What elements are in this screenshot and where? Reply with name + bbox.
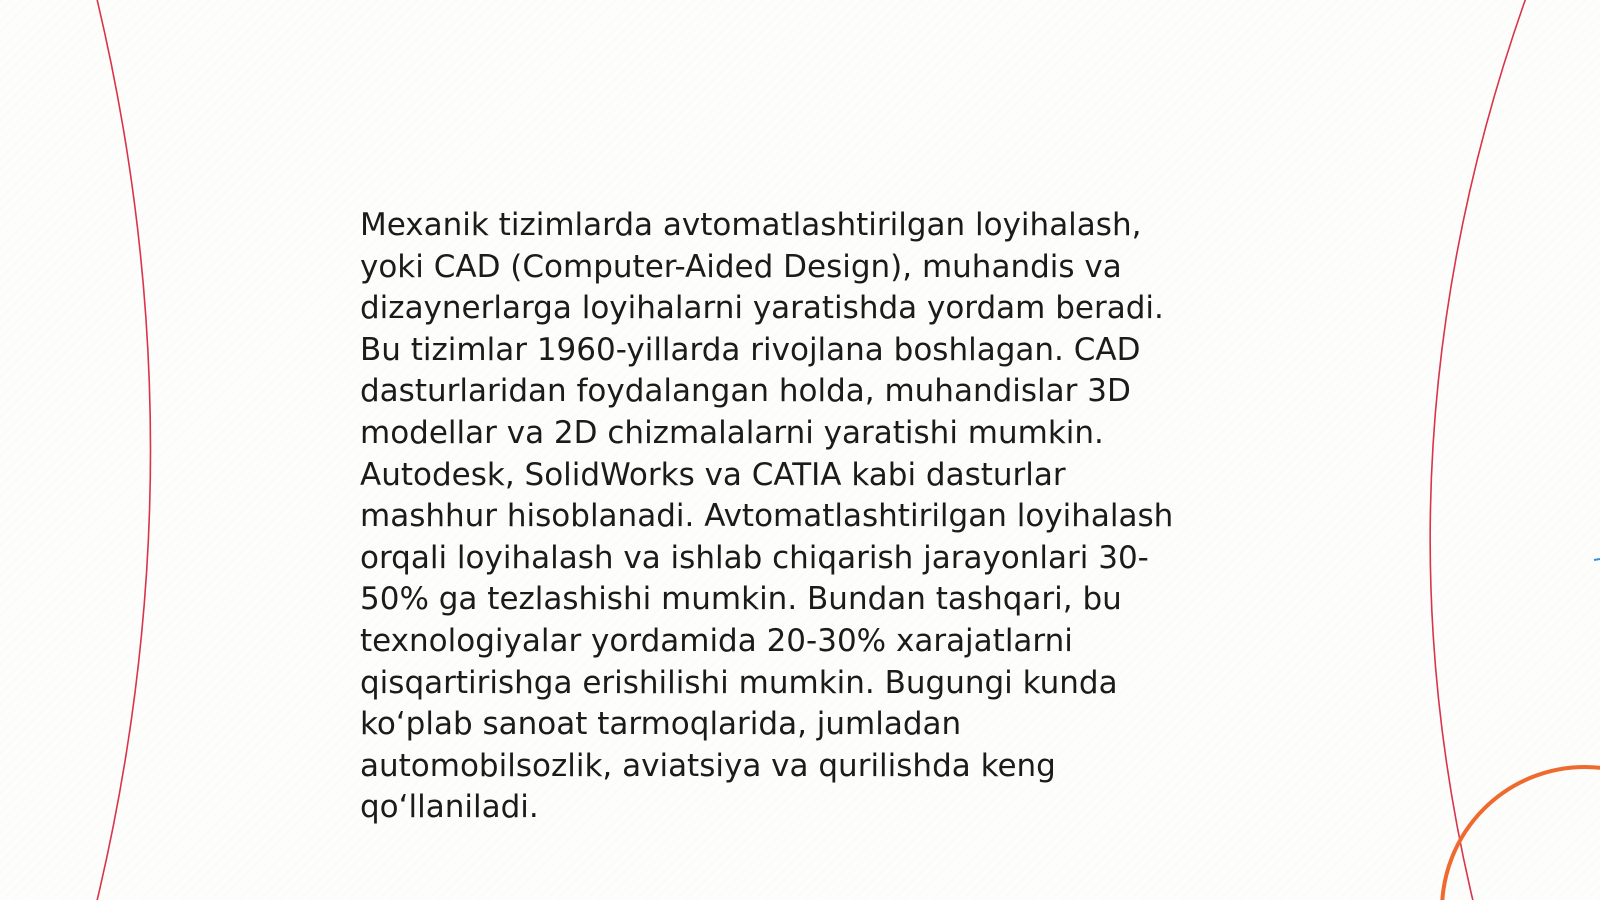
paragraph-line: texnologiyalar yordamida 20-30% xarajatlarni — [360, 622, 1073, 659]
paragraph-line: automobilsozlik, aviatsiya va qurilishda keng — [360, 747, 1056, 784]
right-curve-line — [1430, 0, 1527, 900]
blue-accent-mark — [1594, 559, 1600, 560]
paragraph-line: dasturlaridan foydalangan holda, muhandislar 3D — [360, 373, 1131, 410]
paragraph-line: mashhur hisoblanadi. Avtomatlashtirilgan loyihalash — [360, 498, 1174, 535]
paragraph-line: dizaynerlarga loyihalarni yaratishda yordam beradi. — [360, 290, 1164, 327]
paragraph-line: Autodesk, SolidWorks va CATIA kabi dasturlar — [360, 456, 1066, 493]
paragraph-line: orqali loyihalash va ishlab chiqarish jarayonlari 30- — [360, 539, 1149, 576]
paragraph-line: yoki CAD (Computer-Aided Design), muhandis va — [360, 248, 1122, 285]
orange-circle-outline — [1442, 767, 1600, 900]
paragraph-line: Mexanik tizimlarda avtomatlashtirilgan loyihalash, — [360, 207, 1142, 243]
paragraph-line: ko‘plab sanoat tarmoqlarida, jumladan — [360, 706, 962, 743]
body-paragraph — [360, 205, 1240, 829]
left-curve-line — [96, 0, 151, 900]
paragraph-line: qisqartirishga erishilishi mumkin. Bugungi kunda — [360, 664, 1118, 701]
paragraph-line: modellar va 2D chizmalalarni yaratishi mumkin. — [360, 414, 1104, 451]
paragraph-line: qo‘llaniladi. — [360, 789, 539, 826]
paragraph-line: 50% ga tezlashishi mumkin. Bundan tashqari, bu — [360, 581, 1122, 618]
paragraph-line: Bu tizimlar 1960-yillarda rivojlana boshlagan. CAD — [360, 331, 1141, 368]
